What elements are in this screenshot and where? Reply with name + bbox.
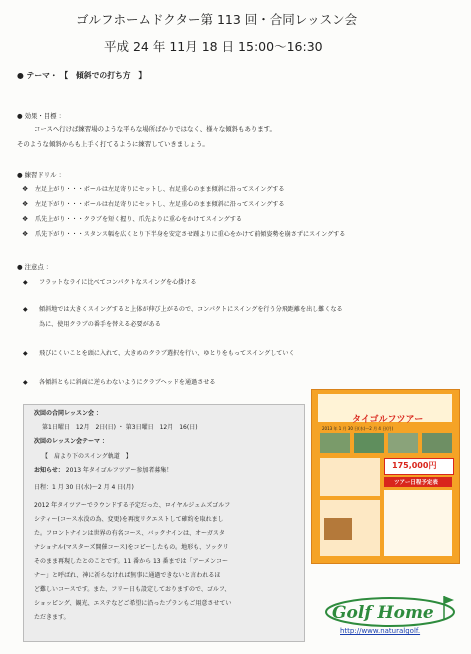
tour-body-line: ナショナル(マスターズ開催コース)をコピーしたもの。地形も、ソックリ bbox=[34, 544, 229, 551]
drill-item: ❖ 爪先上がり・・・クラブを短く握り、爪先よりに重心をかけてスイングする bbox=[22, 215, 242, 223]
drill-item: ❖ 爪先下がり・・・スタンス幅を広くとり下半身を安定させ踵よりに重心をかけて前傾姿勢を崩さずにスイングする bbox=[22, 230, 346, 238]
checkbox-icon: ❖ bbox=[22, 215, 29, 223]
tour-body-line: 2012 年タイツアーでラウンドする予定だった、ロイヤルジェムズゴルフ bbox=[34, 502, 231, 509]
note-item-continued: 為に、使用クラブの番手を替える必要がある bbox=[39, 321, 161, 328]
tour-body-line: そのまま再現したとのことです。11 番から 13 番までは「アーメンコー bbox=[34, 558, 229, 565]
checkbox-icon: ❖ bbox=[22, 230, 29, 238]
flyer-title: タイゴルフツアー bbox=[352, 415, 424, 425]
golf-home-logo bbox=[318, 590, 464, 642]
tour-dates: 日程：1 月 30 日(水)〜2 月 4 日(月) bbox=[34, 484, 134, 491]
flyer-photo bbox=[354, 433, 384, 453]
drill-item: ❖ 左足下がり・・・ボールは右足寄りにセットし、左足重心のまま傾斜に沿ってスイングする bbox=[22, 200, 285, 208]
diamond-icon: ◆ bbox=[23, 306, 28, 313]
tour-body-line: ショッピング、観光、エステなどご希望に沿ったプランもご用意させてい bbox=[34, 600, 232, 607]
diamond-icon: ◆ bbox=[23, 279, 28, 286]
tour-body-line: た。フロントナインは世界の有名コース、バックナインは、オーガスタ bbox=[34, 530, 225, 537]
effect-heading: ● 効果・目標 ： bbox=[17, 112, 65, 120]
event-date: 平成 24 年 11月 18 日 15:00〜16:30 bbox=[104, 39, 323, 54]
tour-body-line: ど難しいコースです。また、フリー日も設定しておりますので、ゴルフ、 bbox=[34, 586, 231, 593]
tour-body-line: ただきます。 bbox=[34, 614, 70, 621]
tour-flyer-image bbox=[311, 389, 460, 564]
website-link[interactable]: http://www.naturalgolf. bbox=[340, 627, 421, 635]
next-theme-value: 【 肩より下のスイング軌道 】 bbox=[42, 453, 132, 460]
flyer-schedule-title: ツアー日程予定表 bbox=[394, 480, 438, 486]
note-item: ◆ 各傾斜ともに斜面に逆らわないようにクラブヘッドを通過させる bbox=[23, 379, 216, 386]
checkbox-icon: ❖ bbox=[22, 185, 29, 193]
notes-heading: ● 注意点 ： bbox=[17, 263, 53, 271]
next-lesson-box bbox=[23, 404, 305, 642]
flyer-schedule-table bbox=[384, 490, 452, 556]
next-theme-heading: 次回のレッスン会テーマ ： bbox=[34, 438, 109, 445]
checkbox-icon: ❖ bbox=[22, 200, 29, 208]
tour-body-line: シティー(コース水没の為、変更)を再度リクエストして確約を取れまし bbox=[34, 516, 224, 523]
effect-line-1: コースへ行けば練習場のような平らな場所ばかりではなく、様々な傾斜もあります。 bbox=[34, 125, 276, 133]
notice: お知らせ： 2013 年タイゴルフツアー参加者募集！ bbox=[34, 467, 173, 474]
page-title: ゴルフホームドクター第 113 回・合同レッスン会 bbox=[76, 12, 358, 27]
note-item: ◆ フラットなライに比べてコンパクトなスイングを心掛ける bbox=[23, 279, 197, 286]
theme-label: ● テーマ・ 【 傾斜での打ち方 】 bbox=[17, 71, 147, 80]
flyer-detail-block bbox=[320, 458, 380, 496]
svg-text:Golf Home: Golf Home bbox=[332, 603, 434, 623]
flyer-photo bbox=[388, 433, 418, 453]
next-schedule: 第1日曜日 12月 2日(日) ・ 第3日曜日 12月 16(日) bbox=[42, 424, 198, 431]
drill-item: ❖ 左足上がり・・・ボールは左足寄りにセットし、右足重心のまま傾斜に沿ってスイングする bbox=[22, 185, 285, 193]
flyer-photo bbox=[324, 518, 352, 540]
flyer-dates: 2013 年 1 月 30 日(水)〜2 月 4 日(月) bbox=[322, 426, 394, 431]
tour-body-line: ナー」と呼ばれ、神に祈らなければ無事に通過できないと言われるほ bbox=[34, 572, 221, 579]
diamond-icon: ◆ bbox=[23, 379, 28, 386]
drills-heading: ● 練習ドリル ： bbox=[17, 171, 65, 179]
flyer-photo bbox=[320, 433, 350, 453]
effect-line-2: そのような傾斜からも上手く打てるように練習していきましょう。 bbox=[17, 140, 209, 148]
note-item: ◆ 傾斜地では大きくスイングすると上体が伸び上がるので、コンパクトにスイングを行う分飛距離を出し難くなる bbox=[23, 306, 343, 313]
diamond-icon: ◆ bbox=[23, 350, 28, 357]
flyer-photo bbox=[422, 433, 452, 453]
next-heading: 次回の合同レッスン会 ： bbox=[34, 410, 103, 417]
flyer-price: 175,000円 bbox=[392, 461, 437, 470]
note-item: ◆ 飛びにくいことを頭に入れて、大きめのクラブ選択を行い、ゆとりをもってスイングしていく bbox=[23, 350, 295, 357]
